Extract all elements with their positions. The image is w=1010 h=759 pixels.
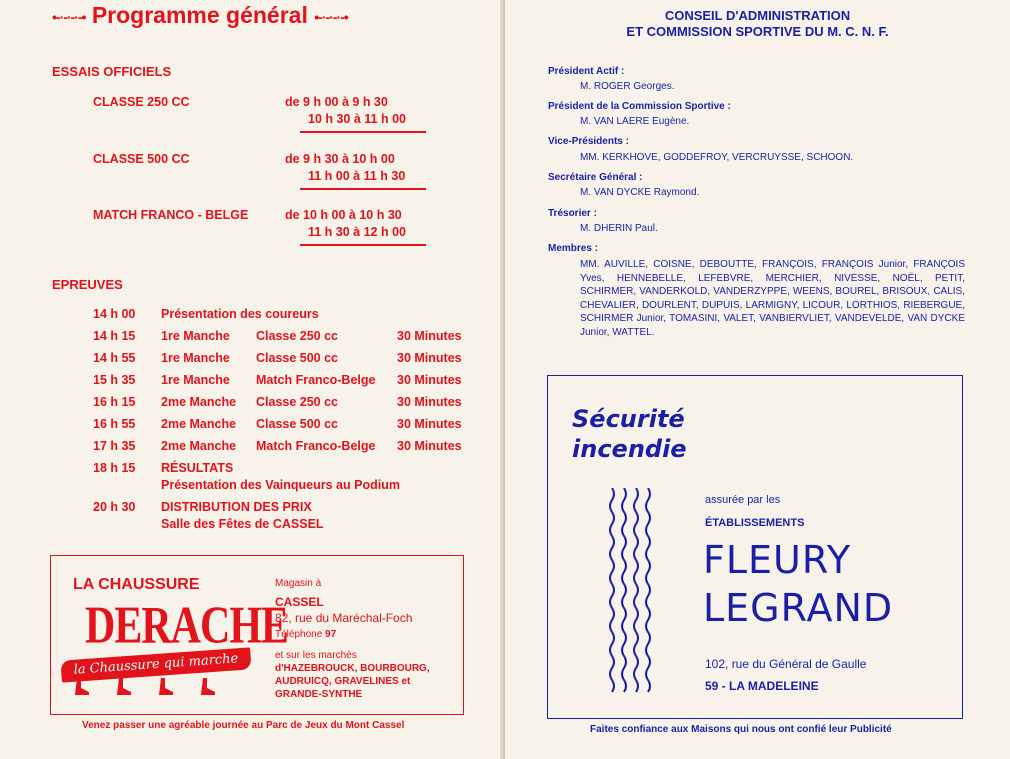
epreuve-duree: 30 Minutes: [397, 439, 462, 453]
prix-time: 20 h 30: [93, 500, 136, 514]
epreuve-duree: 30 Minutes: [397, 351, 462, 365]
fleury-legrand-name: [703, 536, 893, 632]
phone-number: 97: [325, 629, 337, 640]
epreuve-manche: 2me Manche: [161, 417, 237, 431]
brand-line-2: LEGRAND: [703, 586, 894, 630]
derache-advert: [50, 555, 464, 715]
essai-time: 10 h 30 à 11 h 00: [308, 112, 406, 126]
right-footer: Faites confiance aux Maisons qui nous ont confié leur Publicité: [590, 724, 892, 735]
role-name: M. DHERIN Paul.: [580, 223, 658, 234]
divider-line: [300, 244, 426, 246]
epreuve-time: 14 h 55: [93, 351, 136, 365]
wavy-stripes-decoration: [608, 488, 652, 693]
prix-subtitle: Salle des Fêtes de CASSEL: [161, 517, 324, 531]
essai-time: de 9 h 00 à 9 h 30: [285, 95, 388, 109]
essai-time: 11 h 30 à 12 h 00: [308, 225, 406, 239]
title-ornament-left: •-·-·-·-•: [52, 8, 86, 25]
magasin-city: CASSEL: [275, 595, 324, 609]
essai-time: de 9 h 30 à 10 h 00: [285, 152, 395, 166]
resultats-time: 18 h 15: [93, 461, 136, 475]
essai-name: CLASSE 250 CC: [93, 95, 190, 109]
role-name: MM. KERKHOVE, GODDEFROY, VERCRUYSSE, SCHOON.: [580, 152, 854, 163]
programme-title: [52, 2, 348, 29]
epreuve-classe: Match Franco-Belge: [256, 439, 376, 453]
essai-name: MATCH FRANCO - BELGE: [93, 208, 249, 222]
walking-shoes-icon: [71, 676, 241, 700]
divider-line: [300, 188, 426, 190]
epreuve-classe: Classe 500 cc: [256, 351, 339, 365]
incendie-line: incendie: [572, 435, 687, 463]
role-label: Vice-Présidents :: [548, 136, 629, 147]
brand-line-1: FLEURY: [703, 538, 852, 582]
epreuve-duree: 30 Minutes: [397, 417, 462, 431]
essai-name: CLASSE 500 CC: [93, 152, 190, 166]
derache-slogan: la Chaussure qui marche: [60, 647, 251, 682]
markets-intro: et sur les marchés: [275, 650, 357, 661]
conseil-subtitle: ET COMMISSION SPORTIVE DU M. C. N. F.: [626, 24, 889, 39]
epreuve-manche: 2me Manche: [161, 395, 237, 409]
essais-heading: ESSAIS OFFICIELS: [52, 64, 172, 79]
epreuve-time: 15 h 35: [93, 373, 136, 387]
epreuve-time: 16 h 15: [93, 395, 136, 409]
epreuve-manche: 1re Manche: [161, 329, 230, 343]
markets-line: d'HAZEBROUCK, BOURBOURG,: [275, 663, 430, 674]
resultats-subtitle: Présentation des Vainqueurs au Podium: [161, 478, 400, 492]
markets-line: AUDRUICQ, GRAVELINES et: [275, 676, 411, 687]
role-label: Président Actif :: [548, 66, 625, 77]
resultats-heading: RÉSULTATS: [161, 461, 234, 475]
essai-time: de 10 h 00 à 10 h 30: [285, 208, 402, 222]
left-footer: Venez passer une agréable journée au Parc de Jeux du Mont Cassel: [82, 720, 405, 731]
phone-line: [275, 629, 336, 640]
epreuve-duree: 30 Minutes: [397, 373, 462, 387]
epreuves-heading: EPREUVES: [52, 277, 123, 292]
divider-line: [300, 131, 426, 133]
epreuve-manche: 1re Manche: [161, 373, 230, 387]
epreuve-classe: Classe 250 cc: [256, 395, 339, 409]
epreuve-manche: 1re Manche: [161, 351, 230, 365]
epreuve-time: 14 h 15: [93, 329, 136, 343]
role-name: M. VAN DYCKE Raymond.: [580, 187, 700, 198]
markets-line: GRANDE-SYNTHE: [275, 689, 363, 700]
fleury-address: 102, rue du Général de Gaulle: [705, 657, 867, 671]
epreuve-duree: 30 Minutes: [397, 329, 462, 343]
epreuve-time: 17 h 35: [93, 439, 136, 453]
la-chaussure-label: LA CHAUSSURE: [73, 576, 200, 593]
epreuve-label: Présentation des coureurs: [161, 307, 319, 321]
role-name: M. ROGER Georges.: [580, 81, 675, 92]
securite-line: Sécurité: [572, 405, 685, 433]
role-name: M. VAN LAERE Eugène.: [580, 116, 690, 127]
role-label: Président de la Commission Sportive :: [548, 101, 731, 112]
prix-heading: DISTRIBUTION DES PRIX: [161, 500, 312, 514]
epreuve-classe: Match Franco-Belge: [256, 373, 376, 387]
programme-title-text: Programme général: [91, 2, 308, 28]
fleury-legrand-advert: [547, 375, 963, 719]
conseil-title: CONSEIL D'ADMINISTRATION: [664, 8, 851, 23]
securite-incendie-heading: [572, 404, 687, 464]
epreuve-classe: Classe 500 cc: [256, 417, 339, 431]
members-list: MM. AUVILLE, COISNE, DEBOUTTE, FRANÇOIS, FRANÇOIS Junior, FRANÇOIS Yves, HENNEBELLE, LEFEBVRE, MERCHIER, NIVESSE, NOËL, PETIT, SCHIRMER, VANDERKOLD, VANDERZYPPE, WEENS, BOUREL, BRISOUX, CALIS, CHEVALIER, DOURLENT, DUPUIS, LARMIGNY, LICOUR, LORTHIOS, RIEBERGUE, SCHIRMER Junior, TOMASINI, VALET, VANBIERVLIET, VANDEVELDE, VAN DYCKE Junior, WATTEL.: [580, 259, 965, 338]
role-label: Secrétaire Général :: [548, 172, 643, 183]
fleury-city: 59 - LA MADELEINE: [705, 679, 819, 693]
epreuve-time: 16 h 55: [93, 417, 136, 431]
epreuve-time: 14 h 00: [93, 307, 136, 321]
magasin-label: Magasin à: [275, 578, 322, 589]
epreuve-duree: 30 Minutes: [397, 395, 462, 409]
phone-label: Téléphone: [275, 629, 323, 640]
members-label: Membres :: [548, 243, 599, 254]
epreuve-classe: Classe 250 cc: [256, 329, 339, 343]
essai-time: 11 h 00 à 11 h 30: [308, 169, 406, 183]
assuree-par-label: assurée par les: [705, 494, 781, 506]
derache-logo: DERACHE: [85, 597, 289, 655]
title-ornament-right: •-·-·-·-•: [314, 8, 348, 25]
magasin-address: 82, rue du Maréchal-Foch: [275, 611, 413, 625]
etablissements-label: ÉTABLISSEMENTS: [705, 517, 805, 529]
epreuve-manche: 2me Manche: [161, 439, 237, 453]
role-label: Trésorier :: [548, 208, 597, 219]
